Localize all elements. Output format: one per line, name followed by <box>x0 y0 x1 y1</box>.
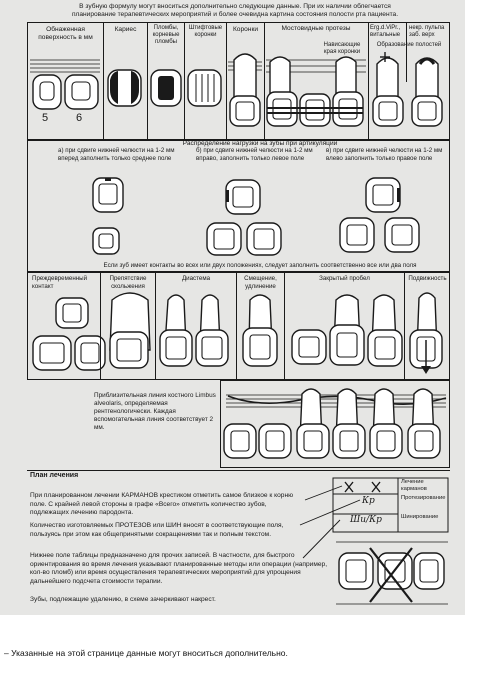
side-label-splinting: Шинирование <box>401 514 439 520</box>
articulation-title: Распределение нагрузки на зубы при артикуляции <box>182 140 338 147</box>
plan-paragraph-1: При планированном лечении КАРМАНОВ крестиком отметить самое близкое к корню поле. С крайней левой стороны в графе «Всего» отметить количество зубов, подлежащих лечению пародонта. <box>30 492 294 516</box>
col-bridges-label: Мостовидные протезы <box>281 25 351 32</box>
col-premature-label: Преждевременный контакт <box>32 275 88 290</box>
footer-caption: – Указанные на этой странице данные могут вноситься дополнительно. <box>4 648 288 658</box>
col-diastema-label: Диастема <box>181 275 211 282</box>
articulation-left: в) при сдвиге нижней челюсти на 1-2 мм влево заполнить только правое поле <box>326 147 443 162</box>
header-line-2: планирование терапевтических мероприятий и более очевидна картина состояния полости рта пациента. <box>71 11 399 18</box>
col-vital-label: Erg.d.ViPr., витальные <box>370 25 401 38</box>
articulation-right: б) при сдвиге нижней челюсти на 1-2 мм вправо, заполнить только левое поле <box>196 147 313 162</box>
col-nonvital-label: некр. пульпа заб. верх <box>409 25 445 38</box>
svg-text:5: 5 <box>42 112 49 124</box>
col-caries-label: Кариес <box>114 26 137 33</box>
plan-paragraph-4: Зубы, подлежащие удалению, в схеме зачеркивают накрест. <box>30 596 216 603</box>
plan-paragraph-2: Количество изготовляемых ПРОТЕЗОВ или ШИН вносят в соответствующие поля, пользуясь при этом как общепринятыми сокращениями так и полным текстом. <box>30 522 284 538</box>
limbus-box <box>220 380 450 468</box>
top-teeth <box>33 52 442 126</box>
header-line-1: В зубную формулу могут вноситься дополнительно следующие данные. При их наличии облегчается <box>79 3 391 10</box>
plan-paragraph-3: Нижнее поле таблицы предназначено для прочих записей. В частности, для быстрого ориентирования во время лечения указывают планированные методы или операции (например, кол-во пломб) или время осуществления терапевтических мероприятий для упрощения дальнейшего подсчета стоимости терапии. <box>30 552 328 585</box>
limbus-note: Приблизительная линия костного Limbus alveolaris, определяемая рентгенологически. Каждая вспомогательная линия соответствует 2 мм. <box>94 392 216 431</box>
col-crowns-label: Коронки <box>232 26 259 33</box>
hanging-margin-label: Нависающие края коронки <box>323 42 361 55</box>
col-mobility-label: Подвижность <box>408 275 447 282</box>
mark-splint-crown: Ши/Кр <box>350 515 382 525</box>
col-pins-label: Штифтовые коронки <box>188 25 223 38</box>
svg-text:6: 6 <box>76 112 83 124</box>
plan-title: План лечения <box>30 472 79 479</box>
col-obstacles-label: Препятствие скольжения <box>109 275 147 290</box>
col-gap-label: Закрытый пробел <box>319 275 370 282</box>
articulation-forward: а) при сдвиге нижней челюсти на 1-2 мм вперед заполнить только среднее поле <box>58 147 175 162</box>
articulation-note: Если зуб имеет контакты во всех или двух положениях, следует заполнить соответственно все или два поля <box>103 262 417 269</box>
side-label-prosthetics: Протезирование <box>401 495 446 501</box>
col-extrusion-label: Смещение, удлинение <box>244 275 277 290</box>
col-exposed-label: Обнаженная поверхность в мм <box>38 26 93 41</box>
mark-crown: Кр <box>362 496 375 506</box>
col-fillings-label: Пломбы, корневые пломбы <box>152 25 180 45</box>
cavity-formation-label: Образование полостей <box>376 42 442 48</box>
side-label-pockets: Лечение карманов <box>401 479 427 492</box>
